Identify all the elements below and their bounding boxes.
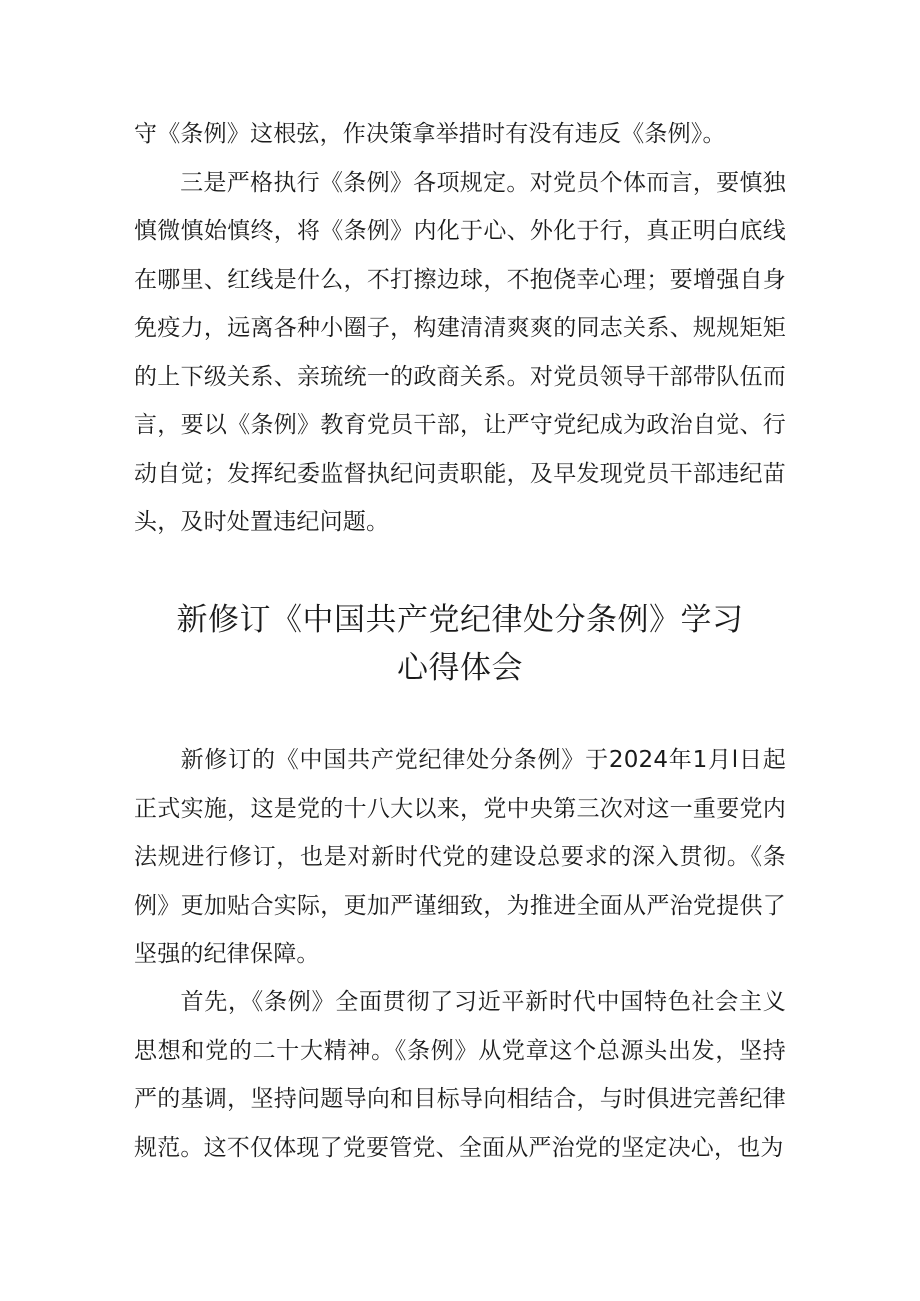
intro-paragraph-text: 新修订的《中国共产党纪律处分条例》于2024年1月l日起正式实施，这是党的十八大以来，党中央第三次对这一重要党内法规进行修订，也是对新时代党的建设总要求的深入贯彻。《条例》更加贴合实际，更加严谨细致，为推进全面从严治党提供了坚强的纪律保障。 bbox=[134, 747, 786, 967]
intro-paragraph bbox=[134, 736, 786, 979]
point-three-paragraph: 三是严格执行《条例》各项规定。对党员个体而言，要慎独慎微慎始慎终，将《条例》内化于心、外化于行，真正明白底线在哪里、红线是什么，不打擦边球，不抱侥幸心理；要增强自身免疫力，远离各种小圈子，构建清清爽爽的同志关系、规规矩矩的上下级关系、亲琉统一的政商关系。对党员领导干部带队伍而言，要以《条例》教育党员干部，让严守党纪成为政治自觉、行动自觉；发挥纪委监督执纪问责职能，及早发现党员干部违纪苗头，及时处置违纪问题。 bbox=[134, 169, 786, 535]
previous-section-text bbox=[134, 110, 786, 547]
first-point-paragraph-text: 首先，《条例》全面贯彻了习近平新时代中国特色社会主义思想和党的二十大精神。《条例》从党章这个总源头出发，坚持严的基调，坚持问题导向和目标导向相结合，与时俱进完善纪律规范。这不仅体现了党要管党、全面从严治党的坚定决心，也为 bbox=[134, 989, 786, 1161]
continuation-line: 守《条例》这根弦，作决策拿举措时有没有违反《条例》。 bbox=[134, 121, 726, 147]
title-line-2: 心得体会 bbox=[397, 650, 523, 686]
first-point-paragraph bbox=[134, 978, 786, 1172]
document-title bbox=[120, 596, 800, 692]
title-line-1: 新修订《中国共产党纪律处分条例》学习 bbox=[176, 602, 744, 638]
